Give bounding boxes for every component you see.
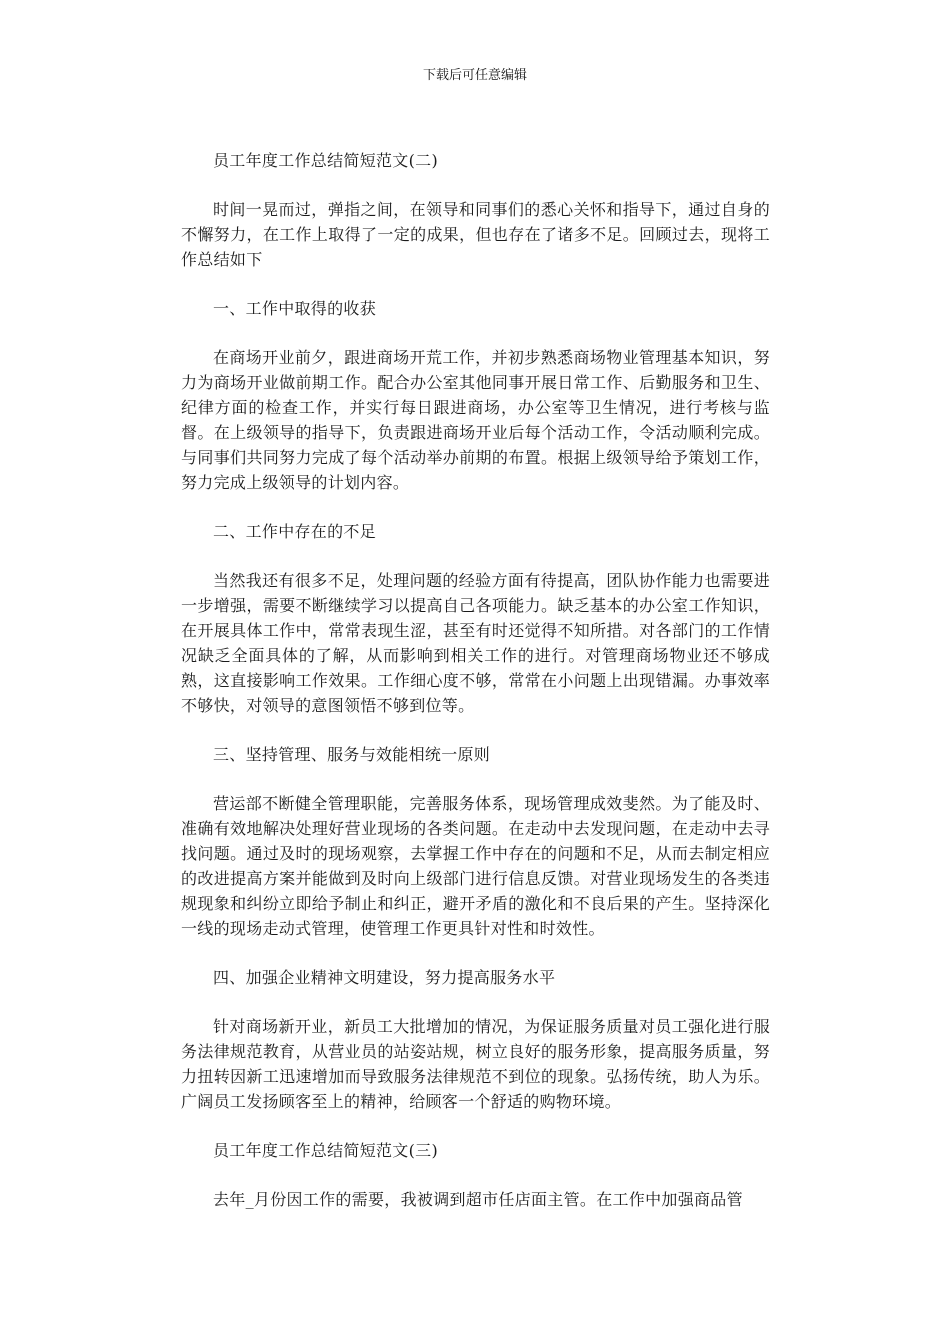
paragraph-culture: 针对商场新开业，新员工大批增加的情况，为保证服务质量对员工强化进行服务法律规范教育，从营业员的站姿站规，树立良好的服务形象，提高服务质量，努力扭转因新工迅速增加而导致服务法律规范不到位的现象。弘扬传统，助人为乐。广阔员工发扬顾客至上的精神，给顾客一个舒适的购物环境。 [181,1017,770,1111]
document-body [181,148,770,1236]
section-title-3: 员工年度工作总结简短范文(三) [213,1141,438,1160]
paragraph-shortcomings: 当然我还有很多不足，处理问题的经验方面有待提高，团队协作能力也需要进一步增强，需要不断继续学习以提高自己各项能力。缺乏基本的办公室工作知识，在开展具体工作中，常常表现生涩，甚至有时还觉得不知所措。对各部门的工作情况缺乏全面具体的了解，从而影响到相关工作的进行。对管理商场物业还不够成熟，这直接影响工作效果。工作细心度不够，常常在小问题上出现错漏。办事效率不够快，对领导的意图领悟不够到位等。 [181,571,770,715]
section-heading-culture: 四、加强企业精神文明建设，努力提高服务水平 [213,968,556,987]
paragraph-supermarket: 去年_月份因工作的需要，我被调到超市任店面主管。在工作中加强商品管 [213,1190,743,1209]
section-heading-principle: 三、坚持管理、服务与效能相统一原则 [213,745,491,764]
section-heading-shortcomings: 二、工作中存在的不足 [213,522,377,541]
paragraph-intro: 时间一晃而过，弹指之间，在领导和同事们的悉心关怀和指导下，通过自身的不懈努力，在工作上取得了一定的成果，但也存在了诸多不足。回顾过去，现将工作总结如下 [181,200,770,269]
section-title-2: 员工年度工作总结简短范文(二) [213,151,438,170]
paragraph-principle: 营运部不断健全管理职能，完善服务体系，现场管理成效斐然。为了能及时、准确有效地解决处理好营业现场的各类问题。在走动中去发现问题，在走动中去寻找问题。通过及时的现场观察，去掌握工作中存在的问题和不足，从而去制定相应的改进提高方案并能做到及时向上级部门进行信息反馈。对营业现场发生的各类违规现象和纠纷立即给予制止和纠正，避开矛盾的激化和不良后果的产生。坚持深化一线的现场走动式管理，使管理工作更具针对性和时效性。 [181,794,770,938]
section-heading-gains: 一、工作中取得的收获 [213,299,377,318]
paragraph-gains: 在商场开业前夕，跟进商场开荒工作，并初步熟悉商场物业管理基本知识，努力为商场开业做前期工作。配合办公室其他同事开展日常工作、后勤服务和卫生、纪律方面的检查工作，并实行每日跟进商场，办公室等卫生情况，进行考核与监督。在上级领导的指导下，负责跟进商场开业后每个活动工作，令活动顺利完成。与同事们共同努力完成了每个活动举办前期的布置。根据上级领导给予策划工作，努力完成上级领导的计划内容。 [181,348,770,492]
page-header: 下载后可任意编辑 [422,68,527,83]
